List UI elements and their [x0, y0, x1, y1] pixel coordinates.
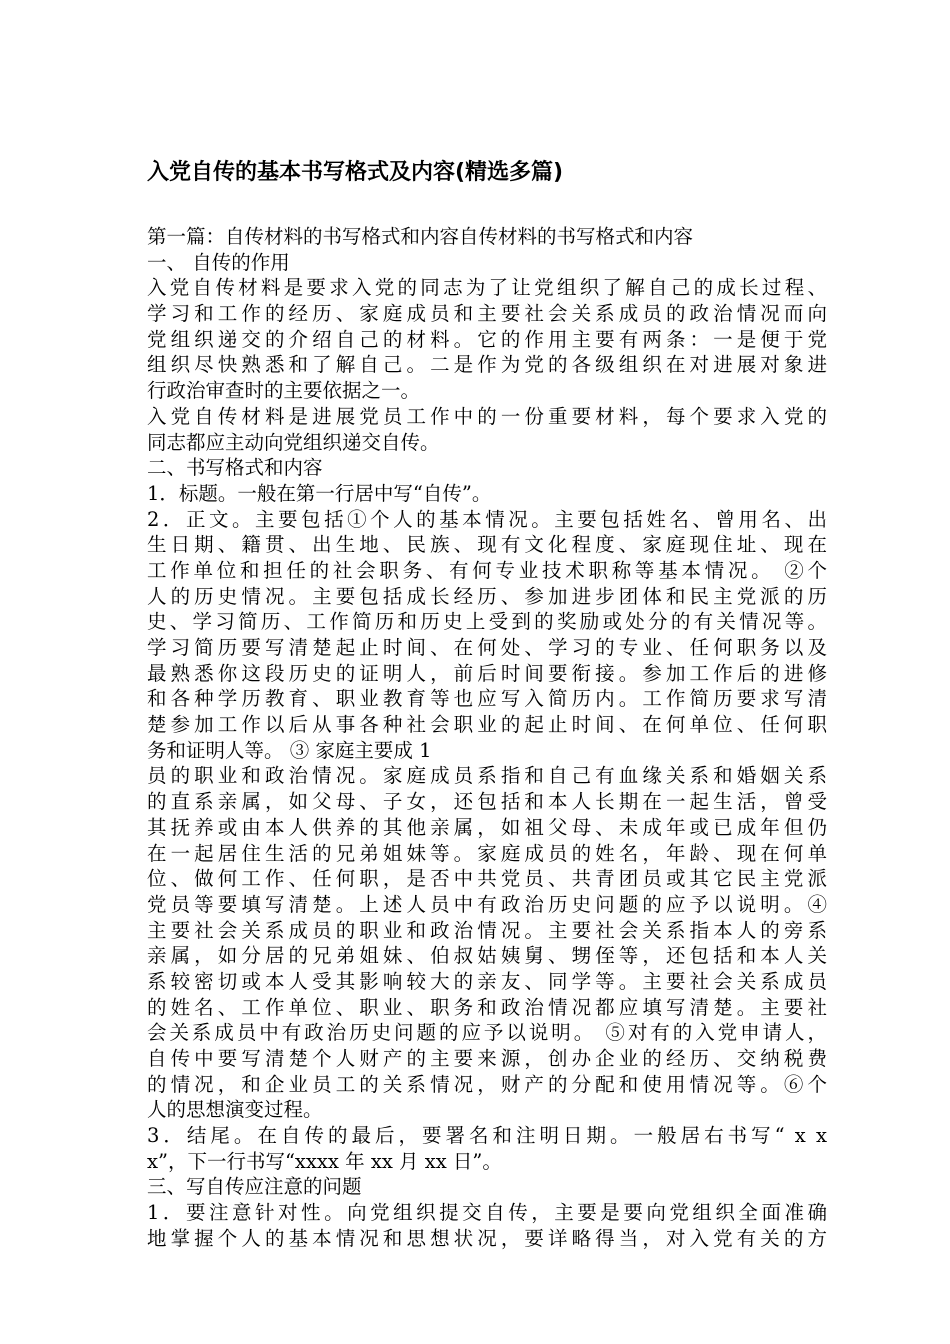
body-line: 主要社会关系成员的职业和政治情况。主要社会关系指本人的旁系 — [147, 918, 827, 942]
body-line: 行政治审查时的主要依据之一。 — [147, 379, 421, 403]
body-line: 生日期、籍贯、出生地、民族、现有文化程度、家庭现住址、现在 — [147, 533, 827, 557]
body-line: 系较密切或本人受其影响较大的亲友、同学等。主要社会关系成员 — [147, 969, 827, 993]
body-line: 最熟悉你这段历史的证明人，前后时间要衔接。参加工作后的进修 — [147, 661, 827, 685]
body-line: 1．要注意针对性。向党组织提交自传，主要是要向党组织全面准确 — [147, 1201, 827, 1225]
body-line: 3．结尾。在自传的最后，要署名和注明日期。一般居右书写“ x x — [147, 1124, 827, 1148]
body-line: 党组织递交的介绍自己的材料。它的作用主要有两条：一是便于党 — [147, 327, 827, 351]
body-line: 地掌握个人的基本情况和思想状况，要详略得当，对入党有关的方 — [147, 1226, 827, 1250]
body-line: 务和证明人等。 ③ 家庭主要成 1 — [147, 738, 432, 762]
body-line: 二、书写格式和内容 — [147, 456, 323, 480]
body-line: 党员等要填写清楚。上述人员中有政治历史问题的应予以说明。④ — [147, 892, 827, 916]
body-line: 2．正文。主要包括①个人的基本情况。主要包括姓名、曾用名、出 — [147, 507, 827, 531]
body-line: 学习和工作的经历、家庭成员和主要社会关系成员的政治情况而向 — [147, 302, 827, 326]
body-line: 组织尽快熟悉和了解自己。二是作为党的各级组织在对进展对象进 — [147, 353, 827, 377]
body-line: 其抚养或由本人供养的其他亲属，如祖父母、未成年或已成年但仍 — [147, 815, 827, 839]
body-line: 史、学习简历、工作简历和历史上受到的奖励或处分的有关情况等。 — [147, 610, 827, 634]
body-line: 一、 自传的作用 — [147, 250, 290, 274]
body-line: 1．标题。一般在第一行居中写“自传”。 — [147, 481, 492, 505]
body-line: 入党自传材料是要求入党的同志为了让党组织了解自己的成长过程、 — [147, 276, 827, 300]
body-line: 会关系成员中有政治历史问题的应予以说明。 ⑤对有的入党申请人， — [147, 1021, 827, 1045]
body-line: 人的历史情况。主要包括成长经历、参加进步团体和民主党派的历 — [147, 584, 827, 608]
body-line: 三、写自传应注意的问题 — [147, 1175, 362, 1199]
body-line: 员的职业和政治情况。家庭成员系指和自己有血缘关系和婚姻关系 — [147, 764, 827, 788]
document-body — [147, 224, 827, 1252]
body-line: 和各种学历教育、职业教育等也应写入简历内。工作简历要求写清 — [147, 687, 827, 711]
document-title: 入党自传的基本书写格式及内容(精选多篇) — [147, 160, 564, 185]
body-line: 亲属，如分居的兄弟姐妹、伯叔姑姨舅、甥侄等，还包括和本人关 — [147, 944, 827, 968]
body-line: 同志都应主动向党组织递交自传。 — [147, 430, 440, 454]
body-line: 第一篇：自传材料的书写格式和内容自传材料的书写格式和内容 — [147, 225, 694, 248]
body-line: 位、做何工作、任何职，是否中共党员、共青团员或其它民主党派 — [147, 867, 827, 891]
body-line: 在一起居住生活的兄弟姐妹等。家庭成员的姓名，年龄、现在何单 — [147, 841, 827, 865]
body-line: x”，下一行书写“xxxx 年 xx 月 xx 日”。 — [147, 1149, 502, 1173]
body-line: 的直系亲属，如父母、子女，还包括和本人长期在一起生活，曾受 — [147, 790, 827, 814]
body-line: 学习简历要写清楚起止时间、在何处、学习的专业、任何职务以及 — [147, 636, 827, 659]
body-line: 自传中要写清楚个人财产的主要来源，创办企业的经历、交纳税费 — [147, 1047, 827, 1070]
body-line: 工作单位和担任的社会职务、有何专业技术职称等基本情况。 ②个 — [147, 558, 827, 582]
body-line: 人的思想演变过程。 — [147, 1098, 323, 1122]
body-line: 入党自传材料是进展党员工作中的一份重要材料，每个要求入党的 — [147, 404, 827, 428]
body-line: 楚参加工作以后从事各种社会职业的起止时间、在何单位、任何职 — [147, 713, 827, 737]
body-line: 的情况，和企业员工的关系情况，财产的分配和使用情况等。⑥个 — [147, 1072, 827, 1096]
body-line: 的姓名、工作单位、职业、职务和政治情况都应填写清楚。主要社 — [147, 995, 827, 1019]
